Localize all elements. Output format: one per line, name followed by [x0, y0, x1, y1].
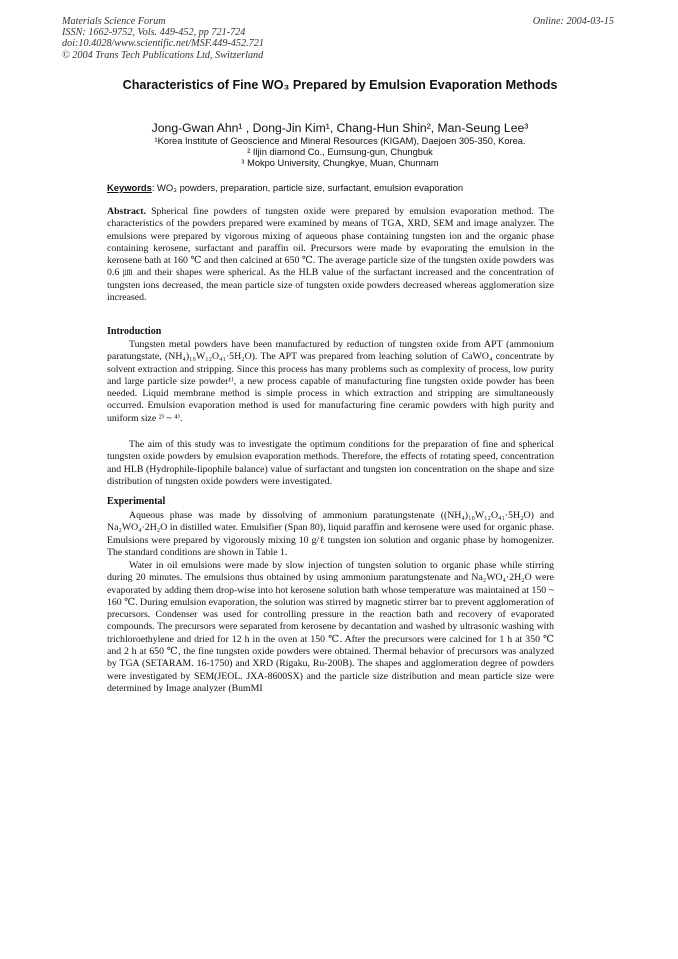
- issn-line: ISSN: 1662-9752, Vols. 449-452, pp 721-724: [62, 27, 246, 39]
- keywords-line: [107, 182, 587, 193]
- introduction-paragraph-2: The aim of this study was to investigate the optimum conditions for the preparation of fine and spherical tungsten oxide powders by emulsion evaporation methods. Therefore, the effects of rotating speed, concentration and HLB (Hydrophile-lipophile balance) value of surfactant and tungsten ion concentration on the shape and size distribution of tungsten oxide powders were investigated.: [107, 439, 554, 487]
- abstract-label: Abstract.: [107, 206, 146, 217]
- doi-line: doi:10.4028/www.scientific.net/MSF.449-452.721: [62, 38, 264, 50]
- experimental-paragraph-2: Water in oil emulsions were made by slow injection of tungsten solution to organic phase while stirring during 20 minutes. The emulsions thus obtained by using ammonium paratungstenate and Na₂WO₄·2H₂O were evaporated by adding them drop-wise into hot kerosene solution bath whose temperature was maintained at 150 ~ 160 ℃. During emulsion evaporation, the solution was stirred by magnetic stirrer bar to prevent agglomeration of precursors. Condenser was used for controlling pressure in the reaction bath and recovery of evaporated compounds. The precursors were separated from kerosene by decantation and washed by ultrasonic washing with trichloroethylene and dried for 12 h in the oven at 150 ℃. After the precursors were calcined for 1 h at 350 ℃ and 2 h at 650 ℃, the fine tungsten oxide powders were obtained. Thermal behavior of precursors was analyzed by TGA (SETARAM. 16-1750) and XRD (Rigaku, Ru-200B). The shapes and agglomeration degree of powders were investigated by SEM(JEOL. JXA-8600SX) and the particle size distribution and mean particle size were determined by Image analyzer (BumMI: [107, 560, 554, 694]
- affiliation-2: ² Iljin diamond Co., Eumsung-gun, Chungbuk: [247, 147, 433, 157]
- page-header: [62, 16, 622, 61]
- online-date: Online: 2004-03-15: [532, 16, 614, 27]
- keywords-label: Keywords: [107, 182, 152, 193]
- affiliation-1: ¹Korea Institute of Geoscience and Mineral Resources (KIGAM), Daejoen 305-350, Korea.: [154, 136, 526, 146]
- copyright-line: © 2004 Trans Tech Publications Ltd, Switzerland: [62, 49, 264, 61]
- journal-name: Materials Science Forum: [62, 16, 166, 27]
- experimental-paragraph-1: Aqueous phase was made by dissolving of ammonium paratungstenate ((NH₄)₁₀W₁₂O₄₁·5H₂O) and Na₂WO₄·2H₂O in distilled water. Emulsifier (Span 80), liquid paraffin and kerosene were used for organic phase. Emulsions were prepared by vigorously mixing 10 g/ℓ tungsten ion solution and organic phase by homogenizer. The standard conditions are shown in Table 1.: [107, 510, 554, 558]
- experimental-heading: Experimental: [107, 496, 166, 507]
- introduction-heading: Introduction: [107, 326, 162, 337]
- keywords-text: : WO₃ powders, preparation, particle size, surfactant, emulsion evaporation: [151, 182, 464, 193]
- introduction-paragraph-1: Tungsten metal powders have been manufactured by reduction of tungsten oxide from APT (ammonium paratungstate, (NH₄)₁₀W₁₂O₄₁·5H₂O). The APT was prepared from leaching solution of CaWO₄ concentrate by solvent extraction and stripping. Since this process has many problems such as complexity of process, low purity and large particle size powder¹⁾, a new process capable of manufacturing fine tungsten oxide powder has been needed. Liquid membrane method is simple process in which extraction and stripping are simultaneously occurred. Emulsion evaporation method is used for manufacturing fine ceramic powders with high purity and uniform size ²⁾ ~ ⁴⁾.: [107, 339, 554, 424]
- affiliation-3: ³ Mokpo University, Chungkye, Muan, Chunnam: [241, 158, 439, 168]
- paper-title: Characteristics of Fine WO₃ Prepared by Emulsion Evaporation Methods: [122, 78, 558, 92]
- abstract-text: Spherical fine powders of tungsten oxide were prepared by emulsion evaporation method. The characteristics of the powders prepared were examined by means of TGA, XRD, SEM and image analyzer. The emulsions were prepared by vigorous mixing of aqueous phase containing tungsten ion and the organic phase containing kerosene, surfactant and paraffin oil. Precursors were made by evaporating the emulsion in the kerosene bath at 160 ℃ and then calcined at 650 ℃. The average particle size of the tungsten oxide powders was 0.6 ㎛ and their shapes were spherical. As the HLB value of the surfactant increased and the concentration of tungsten ions decreased, the mean particle size of tungsten oxide powders decreased whereas agglomeration size increased.: [107, 206, 554, 304]
- author-list: Jong-Gwan Ahn¹ , Dong-Jin Kim¹, Chang-Hun Shin², Man-Seung Lee³: [151, 121, 529, 135]
- abstract-paragraph: [107, 206, 554, 304]
